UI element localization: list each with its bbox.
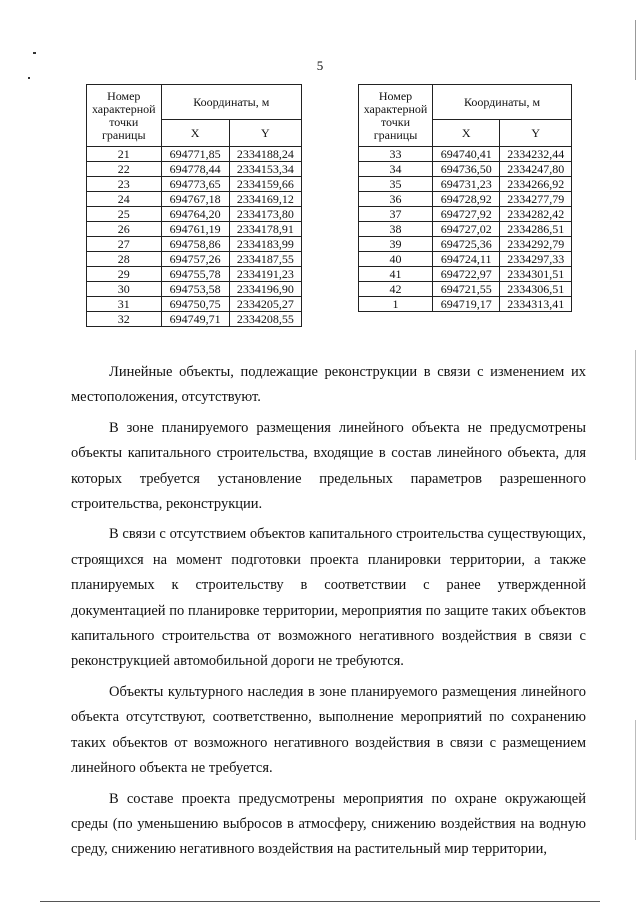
cell-point-number: 42 xyxy=(359,282,433,297)
header-x: X xyxy=(433,120,500,147)
header-y: Y xyxy=(229,120,301,147)
cell-point-number: 38 xyxy=(359,222,433,237)
cell-x: 694727,92 xyxy=(433,207,500,222)
body-text xyxy=(71,360,586,868)
cell-y: 2334292,79 xyxy=(500,237,572,252)
scan-edge-mark xyxy=(635,20,636,80)
table-row xyxy=(359,297,572,312)
cell-x: 694725,36 xyxy=(433,237,500,252)
cell-x: 694753,58 xyxy=(161,282,229,297)
cell-y: 2334232,44 xyxy=(500,147,572,162)
cell-y: 2334205,27 xyxy=(229,297,301,312)
cell-point-number: 32 xyxy=(87,312,162,327)
scan-edge-mark xyxy=(635,350,636,460)
table-row xyxy=(87,147,302,162)
paragraph: Линейные объекты, подлежащие реконструкции в связи с изменением их местоположения, отсутствуют. xyxy=(71,364,586,406)
table-row xyxy=(87,267,302,282)
cell-x: 694749,71 xyxy=(161,312,229,327)
scan-speck xyxy=(28,77,30,79)
cell-y: 2334159,66 xyxy=(229,177,301,192)
cell-y: 2334188,24 xyxy=(229,147,301,162)
cell-y: 2334178,91 xyxy=(229,222,301,237)
table-row xyxy=(87,312,302,327)
cell-x: 694755,78 xyxy=(161,267,229,282)
cell-point-number: 41 xyxy=(359,267,433,282)
cell-x: 694764,20 xyxy=(161,207,229,222)
header-point-number: Номер характерной точки границы xyxy=(359,85,433,147)
cell-point-number: 21 xyxy=(87,147,162,162)
cell-point-number: 27 xyxy=(87,237,162,252)
cell-point-number: 34 xyxy=(359,162,433,177)
header-coordinates: Координаты, м xyxy=(161,85,302,120)
cell-point-number: 22 xyxy=(87,162,162,177)
table-row xyxy=(87,162,302,177)
cell-y: 2334306,51 xyxy=(500,282,572,297)
table-row xyxy=(87,207,302,222)
cell-y: 2334196,90 xyxy=(229,282,301,297)
cell-x: 694771,85 xyxy=(161,147,229,162)
table-row xyxy=(87,297,302,312)
cell-x: 694736,50 xyxy=(433,162,500,177)
cell-y: 2334266,92 xyxy=(500,177,572,192)
table-row xyxy=(87,177,302,192)
cell-point-number: 37 xyxy=(359,207,433,222)
cell-point-number: 29 xyxy=(87,267,162,282)
cell-x: 694721,55 xyxy=(433,282,500,297)
table-row xyxy=(87,282,302,297)
cell-x: 694724,11 xyxy=(433,252,500,267)
cell-x: 694727,02 xyxy=(433,222,500,237)
paragraph: В составе проекта предусмотрены мероприятия по охране окружающей среды (по уменьшению выбросов в атмосферу, снижению воздействия на водную среду, снижению негативного воздействия на растительный мир территории, xyxy=(71,790,586,858)
cell-y: 2334183,99 xyxy=(229,237,301,252)
paragraph: В зоне планируемого размещения линейного объекта не предусмотрены объекты капитального строительства, входящие в состав линейного объекта, для которых требуется установление предельных параметров разрешенного строительства, реконструкции. xyxy=(71,419,586,513)
table-row xyxy=(359,252,572,267)
scan-speck xyxy=(33,52,36,54)
cell-x: 694722,97 xyxy=(433,267,500,282)
paragraph: Объекты культурного наследия в зоне планируемого размещения линейного объекта отсутствуют, соответственно, выполнение мероприятий по сохранению таких объектов от возможного негативного воздействия в связи с размещением линейного объекта не требуется. xyxy=(71,683,586,777)
table-row xyxy=(359,282,572,297)
cell-x: 694740,41 xyxy=(433,147,500,162)
cell-point-number: 39 xyxy=(359,237,433,252)
cell-point-number: 28 xyxy=(87,252,162,267)
cell-y: 2334187,55 xyxy=(229,252,301,267)
cell-point-number: 36 xyxy=(359,192,433,207)
coordinates-table-right xyxy=(358,84,572,312)
cell-point-number: 40 xyxy=(359,252,433,267)
cell-point-number: 1 xyxy=(359,297,433,312)
cell-x: 694731,23 xyxy=(433,177,500,192)
table-row xyxy=(359,207,572,222)
cell-point-number: 25 xyxy=(87,207,162,222)
cell-y: 2334301,51 xyxy=(500,267,572,282)
cell-x: 694757,26 xyxy=(161,252,229,267)
cell-y: 2334277,79 xyxy=(500,192,572,207)
cell-point-number: 23 xyxy=(87,177,162,192)
cell-point-number: 31 xyxy=(87,297,162,312)
header-point-number: Номер характерной точки границы xyxy=(87,85,162,147)
cell-y: 2334286,51 xyxy=(500,222,572,237)
header-y: Y xyxy=(500,120,572,147)
cell-x: 694767,18 xyxy=(161,192,229,207)
table-row xyxy=(359,177,572,192)
table-row xyxy=(87,237,302,252)
header-coordinates: Координаты, м xyxy=(433,85,572,120)
cell-y: 2334153,34 xyxy=(229,162,301,177)
table-row xyxy=(359,162,572,177)
cell-y: 2334297,33 xyxy=(500,252,572,267)
table-row xyxy=(359,147,572,162)
table-row xyxy=(359,267,572,282)
cell-point-number: 26 xyxy=(87,222,162,237)
table-row xyxy=(359,192,572,207)
cell-y: 2334208,55 xyxy=(229,312,301,327)
coordinates-table-left xyxy=(86,84,302,327)
header-x: X xyxy=(161,120,229,147)
table-row xyxy=(359,222,572,237)
cell-point-number: 35 xyxy=(359,177,433,192)
scan-edge-mark xyxy=(635,720,636,840)
cell-x: 694773,65 xyxy=(161,177,229,192)
cell-y: 2334282,42 xyxy=(500,207,572,222)
cell-y: 2334313,41 xyxy=(500,297,572,312)
table-row xyxy=(359,237,572,252)
table-row xyxy=(87,222,302,237)
cell-x: 694758,86 xyxy=(161,237,229,252)
cell-x: 694728,92 xyxy=(433,192,500,207)
cell-y: 2334173,80 xyxy=(229,207,301,222)
cell-y: 2334191,23 xyxy=(229,267,301,282)
cell-point-number: 30 xyxy=(87,282,162,297)
cell-x: 694761,19 xyxy=(161,222,229,237)
cell-point-number: 24 xyxy=(87,192,162,207)
paragraph: В связи с отсутствием объектов капитального строительства существующих, строящихся на момент подготовки проекта планировки территории, а также планируемых к строительству в соответствии с ранее утвержденной документацией по планировке территории, мероприятия по защите таких объектов капитального строительства от возможного негативного воздействия в связи с реконструкцией автомобильной дороги не требуются. xyxy=(71,526,586,670)
table-row xyxy=(87,192,302,207)
table-row xyxy=(87,252,302,267)
cell-x: 694778,44 xyxy=(161,162,229,177)
cell-x: 694750,75 xyxy=(161,297,229,312)
page-number: 5 xyxy=(316,58,324,73)
cell-y: 2334169,12 xyxy=(229,192,301,207)
scan-bottom-edge xyxy=(40,901,600,902)
cell-x: 694719,17 xyxy=(433,297,500,312)
cell-y: 2334247,80 xyxy=(500,162,572,177)
cell-point-number: 33 xyxy=(359,147,433,162)
